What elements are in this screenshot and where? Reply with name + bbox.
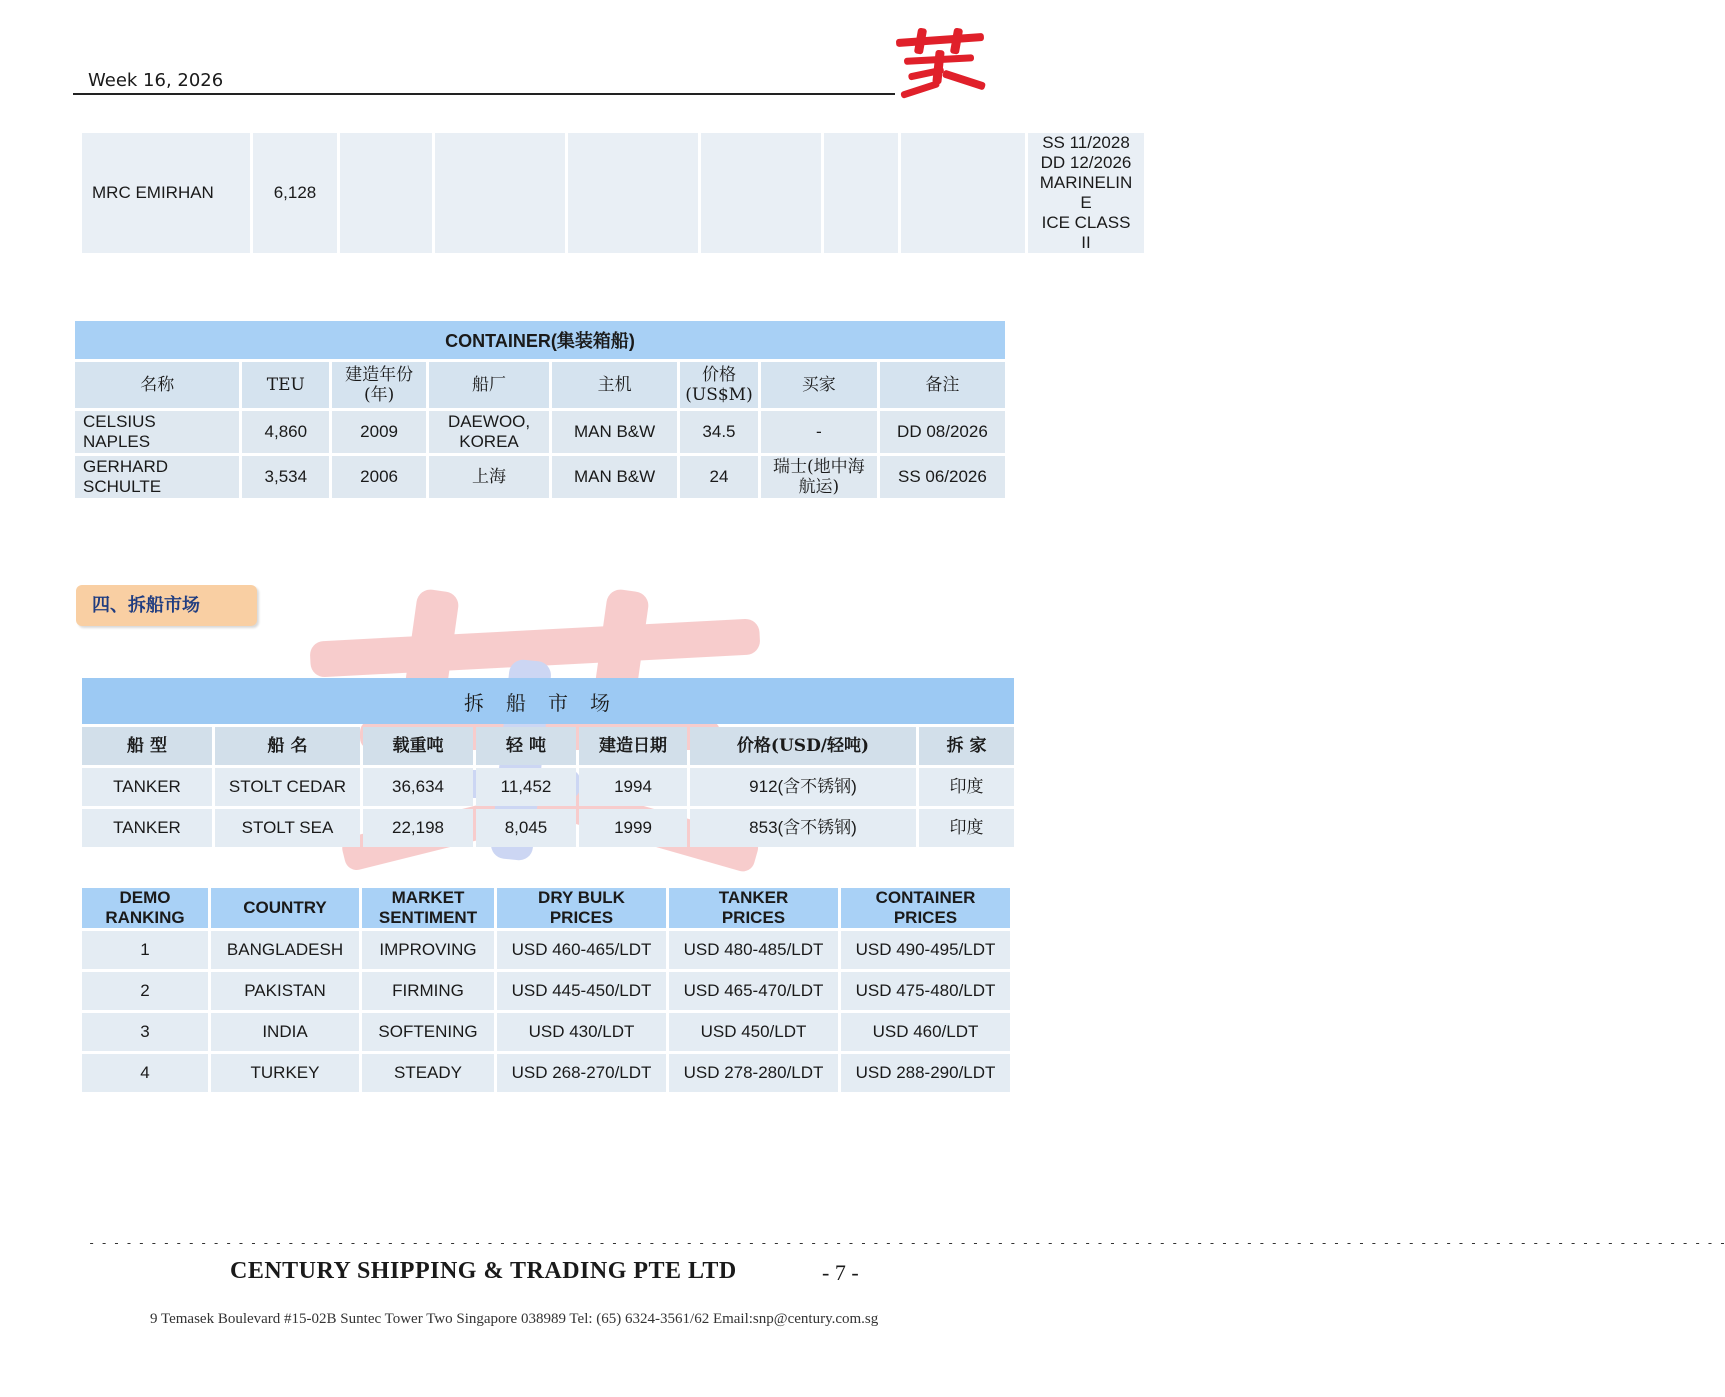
- table-cell: 3: [82, 1013, 208, 1051]
- column-header: 船厂: [429, 362, 549, 408]
- table-cell: 8,045: [476, 809, 576, 847]
- table-cell: 印度: [919, 809, 1014, 847]
- table-cell: BANGLADESH: [211, 931, 359, 969]
- table-cell: [568, 133, 698, 253]
- container-table: [72, 318, 1008, 501]
- table-row: [82, 931, 1010, 969]
- table-cell: SS 06/2026: [880, 456, 1005, 498]
- table-cell: STOLT SEA: [215, 809, 360, 847]
- table-cell: USD 445-450/LDT: [497, 972, 666, 1010]
- table-cell: USD 460/LDT: [841, 1013, 1010, 1051]
- column-header: 建造日期: [579, 727, 687, 765]
- column-header: 买家: [761, 362, 877, 408]
- table-cell: TANKER: [82, 768, 212, 806]
- table-cell: GERHARD SCHULTE: [75, 456, 239, 498]
- table-cell: DAEWOO, KOREA: [429, 411, 549, 453]
- column-header: TEU: [242, 362, 329, 408]
- table-row: [82, 133, 1144, 253]
- table-cell: IMPROVING: [362, 931, 494, 969]
- table-cell: 2009: [332, 411, 426, 453]
- page-number: - 7 -: [822, 1260, 859, 1285]
- table-cell: MAN B&W: [552, 456, 677, 498]
- remarks-cell: SS 11/2028 DD 12/2026 MARINELIN E ICE CLASS II: [1028, 133, 1144, 253]
- header-rule: [73, 93, 895, 95]
- teu-cell: 6,128: [253, 133, 337, 253]
- vessel-table-continued: [79, 130, 1147, 256]
- column-header: 主机: [552, 362, 677, 408]
- table-cell: [701, 133, 821, 253]
- table-cell: 瑞士(地中海 航运): [761, 456, 877, 498]
- table-cell: [435, 133, 565, 253]
- table-cell: USD 268-270/LDT: [497, 1054, 666, 1092]
- table-cell: 印度: [919, 768, 1014, 806]
- table-row: [82, 1054, 1010, 1092]
- table-row: [82, 888, 1010, 928]
- table-cell: USD 490-495/LDT: [841, 931, 1010, 969]
- column-header: 建造年份 (年): [332, 362, 426, 408]
- table-cell: [901, 133, 1025, 253]
- table-cell: 3,534: [242, 456, 329, 498]
- column-header: DRY BULK PRICES: [497, 888, 666, 928]
- demolition-title: 拆船市场: [82, 678, 1014, 724]
- table-cell: FIRMING: [362, 972, 494, 1010]
- table-cell: [824, 133, 898, 253]
- company-logo: [890, 28, 990, 100]
- table-row: [75, 456, 1005, 498]
- column-header: 轻 吨: [476, 727, 576, 765]
- table-cell: 34.5: [680, 411, 758, 453]
- table-cell: USD 288-290/LDT: [841, 1054, 1010, 1092]
- table-row: [82, 1013, 1010, 1051]
- table-cell: PAKISTAN: [211, 972, 359, 1010]
- table-cell: CELSIUS NAPLES: [75, 411, 239, 453]
- column-header: 载重吨: [363, 727, 473, 765]
- container-title: CONTAINER(集装箱船): [75, 321, 1005, 359]
- vessel-name: MRC EMIRHAN: [82, 133, 250, 253]
- table-cell: SOFTENING: [362, 1013, 494, 1051]
- table-cell: USD 278-280/LDT: [669, 1054, 838, 1092]
- column-header: 备注: [880, 362, 1005, 408]
- column-header: 船 型: [82, 727, 212, 765]
- column-header: 船 名: [215, 727, 360, 765]
- table-cell: 4: [82, 1054, 208, 1092]
- column-header: 价格 (US$M): [680, 362, 758, 408]
- table-cell: USD 475-480/LDT: [841, 972, 1010, 1010]
- footer-address: 9 Temasek Boulevard #15-02B Suntec Tower Two Singapore 038989 Tel: (65) 6324-3561/62 Email:snp@century.com.sg: [150, 1311, 879, 1327]
- table-cell: USD 450/LDT: [669, 1013, 838, 1051]
- table-row: [82, 727, 1014, 765]
- table-cell: 853(含不锈钢): [690, 809, 916, 847]
- table-cell: STOLT CEDAR: [215, 768, 360, 806]
- table-cell: 上海: [429, 456, 549, 498]
- table-cell: 24: [680, 456, 758, 498]
- table-cell: 912(含不锈钢): [690, 768, 916, 806]
- section-demolition-label: 四、拆船市场: [76, 585, 257, 626]
- table-row: [82, 768, 1014, 806]
- column-header: MARKET SENTIMENT: [362, 888, 494, 928]
- demolition-table: [79, 675, 1017, 850]
- table-cell: 1999: [579, 809, 687, 847]
- table-cell: USD 430/LDT: [497, 1013, 666, 1051]
- table-row: [82, 972, 1010, 1010]
- column-header: 拆 家: [919, 727, 1014, 765]
- table-cell: -: [761, 411, 877, 453]
- table-cell: MAN B&W: [552, 411, 677, 453]
- table-cell: 36,634: [363, 768, 473, 806]
- table-cell: 4,860: [242, 411, 329, 453]
- table-cell: INDIA: [211, 1013, 359, 1051]
- table-cell: 1: [82, 931, 208, 969]
- table-cell: STEADY: [362, 1054, 494, 1092]
- table-cell: USD 480-485/LDT: [669, 931, 838, 969]
- table-cell: 2006: [332, 456, 426, 498]
- column-header: COUNTRY: [211, 888, 359, 928]
- table-cell: 2: [82, 972, 208, 1010]
- table-cell: 1994: [579, 768, 687, 806]
- table-row: [75, 362, 1005, 408]
- week-label: Week 16, 2026: [88, 70, 224, 91]
- column-header: TANKER PRICES: [669, 888, 838, 928]
- column-header: 名称: [75, 362, 239, 408]
- column-header: 价格(USD/轻吨): [690, 727, 916, 765]
- table-cell: [340, 133, 432, 253]
- column-header: DEMO RANKING: [82, 888, 208, 928]
- table-cell: USD 465-470/LDT: [669, 972, 838, 1010]
- table-row: [82, 809, 1014, 847]
- table-cell: USD 460-465/LDT: [497, 931, 666, 969]
- column-header: CONTAINER PRICES: [841, 888, 1010, 928]
- table-cell: DD 08/2026: [880, 411, 1005, 453]
- footer-divider: - - - - - - - - - - - - - - - - - - - - - - - - - - - - - - - - - - - - - - - - - - - - - - - - - - - - - - - - - - - - - - - - - - - - - - - - - - - - - - - - - - - - - - - - - - - - - - - - - - - - - - - - - - - - - - - - - - - - - - - - - - - - - - - - - - - -: [88, 1236, 1725, 1250]
- table-cell: 22,198: [363, 809, 473, 847]
- demo-ranking-table: [79, 885, 1013, 1095]
- table-cell: TANKER: [82, 809, 212, 847]
- table-row: [75, 411, 1005, 453]
- footer-company-name: CENTURY SHIPPING & TRADING PTE LTD: [230, 1258, 737, 1284]
- table-cell: 11,452: [476, 768, 576, 806]
- table-cell: TURKEY: [211, 1054, 359, 1092]
